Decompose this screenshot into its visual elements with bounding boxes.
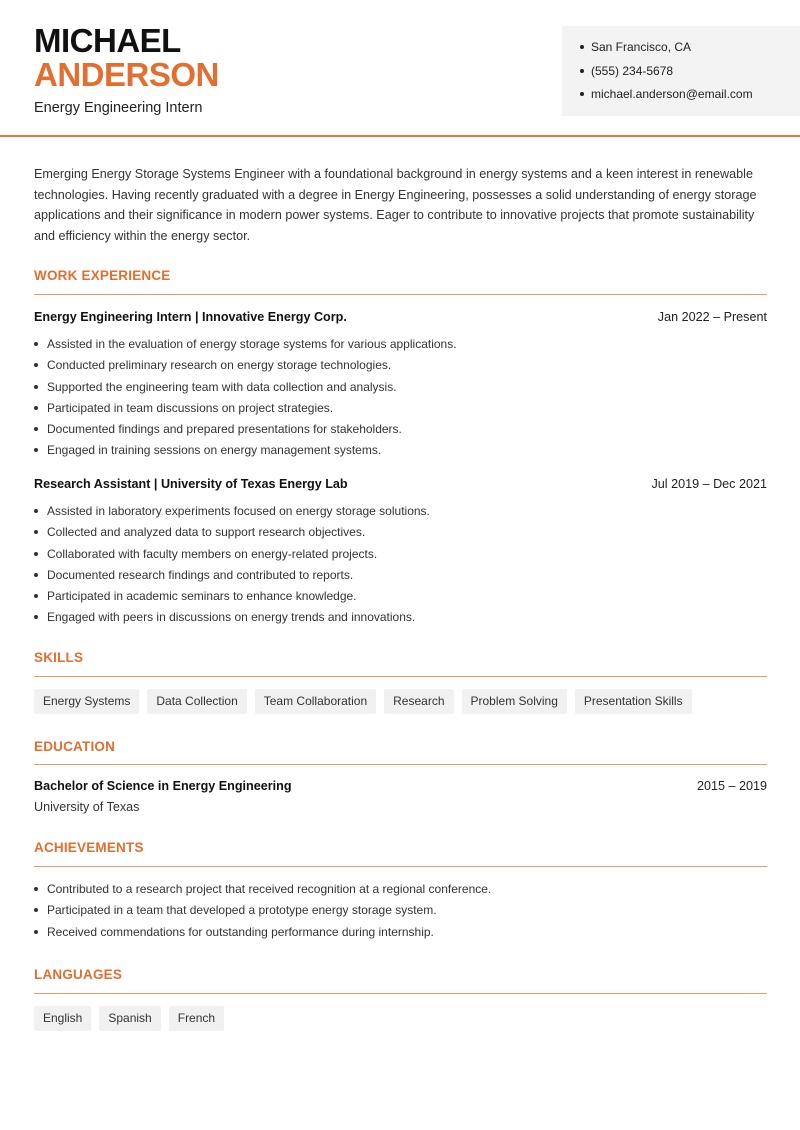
list-item: Contributed to a research project that received recognition at a regional conference. [34, 881, 767, 902]
language-tag: English [34, 1006, 91, 1031]
bullet-icon [34, 406, 38, 410]
bullet-icon [34, 594, 38, 598]
skill-tag: Problem Solving [462, 689, 567, 714]
achievements-heading: ACHIEVEMENTS [34, 840, 144, 855]
summary: Emerging Energy Storage Systems Engineer with a foundational background in energy systems and a keen interest in renewable technologies. Having recently graduated with a degree in Energy Engineering, possesses a solid understanding of energy storage applications and their significance in modern power systems. Eager to contribute to innovative projects that promote sustainability and efficiency within the energy sector. [34, 167, 757, 244]
skills-heading: SKILLS [34, 650, 84, 665]
contact-email: michael.anderson@email.com [580, 86, 800, 110]
language-tags [34, 1006, 224, 1031]
section-divider [34, 676, 767, 677]
job-dates: Jan 2022 – Present [657, 310, 767, 324]
education-dates: 2015 – 2019 [696, 779, 767, 793]
bullet-icon [34, 552, 38, 556]
list-item: Conducted preliminary research on energy storage technologies. [34, 357, 767, 378]
section-divider [34, 866, 767, 867]
list-item: Assisted in laboratory experiments focused on energy storage solutions. [34, 503, 767, 524]
list-item: Participated in team discussions on project strategies. [34, 400, 767, 421]
contact-phone: (555) 234-5678 [580, 63, 800, 87]
school-name: University of Texas [34, 800, 140, 814]
list-item: Participated in academic seminars to enhance knowledge. [34, 588, 767, 609]
bullet-icon [34, 363, 38, 367]
section-divider [34, 294, 767, 295]
list-item: Received commendations for outstanding performance during internship. [34, 924, 767, 945]
skill-tag: Presentation Skills [575, 689, 692, 714]
list-item: Assisted in the evaluation of energy storage systems for various applications. [34, 336, 767, 357]
bullet-icon [34, 427, 38, 431]
bullet-icon [34, 509, 38, 513]
list-item: Engaged with peers in discussions on energy trends and innovations. [34, 609, 767, 630]
list-item: Collaborated with faculty members on energy-related projects. [34, 546, 767, 567]
bullet-icon [34, 342, 38, 346]
bullet-icon [34, 615, 38, 619]
skill-tag: Team Collaboration [255, 689, 376, 714]
contact-box [562, 26, 800, 116]
bullet-icon [34, 573, 38, 577]
skill-tag: Data Collection [147, 689, 246, 714]
resume-header [0, 0, 800, 137]
last-name: ANDERSON [34, 56, 219, 93]
job-dates: Jul 2019 – Dec 2021 [651, 477, 767, 491]
list-item: Collected and analyzed data to support research objectives. [34, 524, 767, 545]
list-item: Documented findings and prepared presentations for stakeholders. [34, 421, 767, 442]
degree: Bachelor of Science in Energy Engineering [34, 779, 292, 793]
job-entry-header [34, 310, 767, 324]
list-item: Engaged in training sessions on energy management systems. [34, 442, 767, 463]
contact-location: San Francisco, CA [580, 39, 800, 63]
languages-heading: LANGUAGES [34, 967, 123, 982]
bullet-icon [580, 69, 584, 73]
language-tag: French [169, 1006, 224, 1031]
language-tag: Spanish [99, 1006, 160, 1031]
skills-tags [34, 689, 692, 714]
job-title-company: Research Assistant | University of Texas Energy Lab [34, 477, 348, 491]
skill-tag: Research [384, 689, 453, 714]
bullet-icon [34, 385, 38, 389]
skill-tag: Energy Systems [34, 689, 139, 714]
list-item: Supported the engineering team with data collection and analysis. [34, 379, 767, 400]
section-divider [34, 993, 767, 994]
bullet-icon [34, 930, 38, 934]
education-heading: EDUCATION [34, 739, 116, 754]
bullet-icon [34, 530, 38, 534]
job-bullets [34, 336, 767, 464]
bullet-icon [580, 45, 584, 49]
job-bullets [34, 503, 767, 631]
section-divider [34, 764, 767, 765]
job-title-company: Energy Engineering Intern | Innovative Energy Corp. [34, 310, 347, 324]
list-item: Documented research findings and contributed to reports. [34, 567, 767, 588]
job-entry-header [34, 477, 767, 491]
bullet-icon [580, 92, 584, 96]
job-title: Energy Engineering Intern [34, 100, 203, 116]
bullet-icon [34, 908, 38, 912]
bullet-icon [34, 887, 38, 891]
education-entry-header [34, 779, 767, 793]
list-item: Participated in a team that developed a prototype energy storage system. [34, 902, 767, 923]
work-experience-heading: WORK EXPERIENCE [34, 268, 171, 283]
achievements-list [34, 881, 767, 945]
bullet-icon [34, 448, 38, 452]
first-name: MICHAEL [34, 22, 181, 59]
